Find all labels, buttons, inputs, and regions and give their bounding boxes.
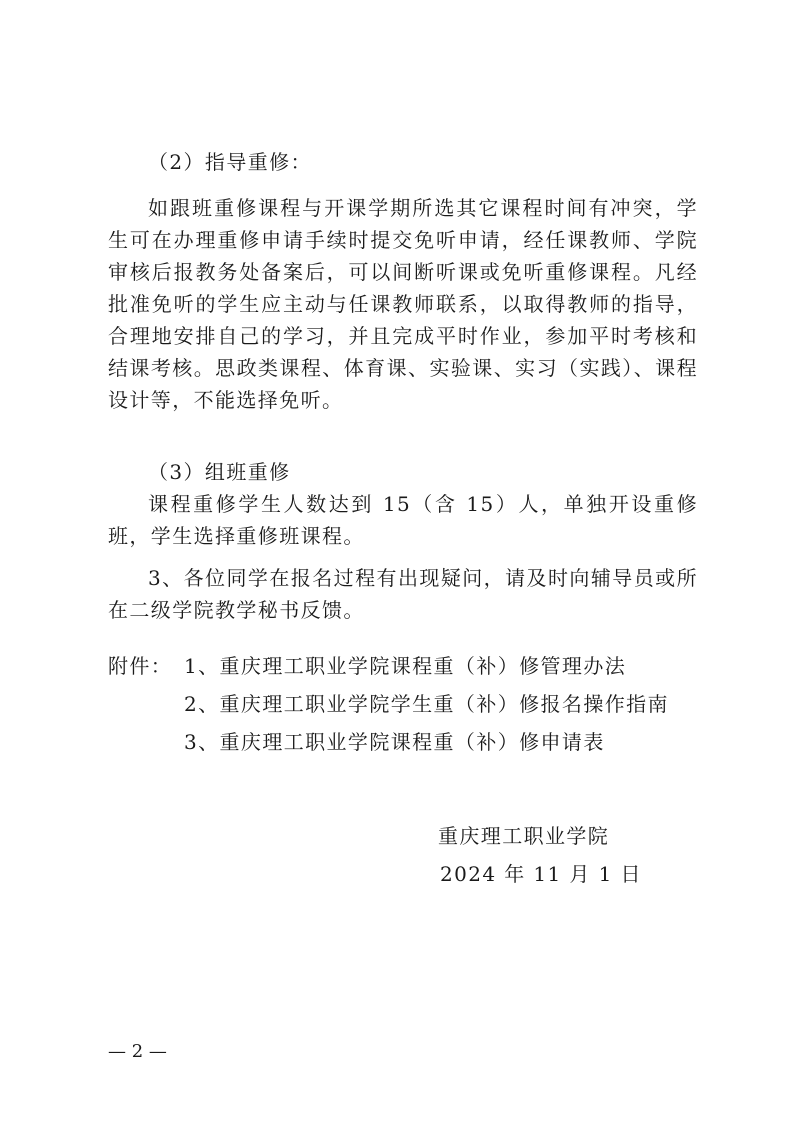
attachment-row-1 [108,650,626,682]
section-heading-class-retake: （3）组班重修 [148,460,291,484]
section-body-class-retake [108,488,698,552]
paragraph-note: 3、各位同学在报名过程有出现疑问，请及时向辅导员或所在二级学院教学秘书反馈。 [108,566,698,622]
attachment-item: 1、重庆理工职业学院课程重（补）修管理办法 [184,654,627,678]
signature-organization: 重庆理工职业学院 [438,824,610,848]
attachments-label: 附件： [108,654,173,678]
paragraph-class-retake: 课程重修学生人数达到 15（含 15）人，单独开设重修班，学生选择重修班课程。 [108,492,698,548]
attachment-item: 2、重庆理工职业学院学生重（补）修报名操作指南 [184,692,669,716]
paragraph-guided-retake: 如跟班重修课程与开课学期所选其它课程时间有冲突，学生可在办理重修申请手续时提交免听申请，经任课教师、学院审核后报教务处备案后，可以间断听课或免听重修课程。凡经批准免听的学生应主动与任课教师联系，以取得教师的指导，合理地安排自己的学习，并且完成平时作业，参加平时考核和结课考核。思政类课程、体育课、实验课、实习（实践）、课程设计等，不能选择免听。 [108,196,698,412]
attachment-row-3 [184,726,605,758]
signature-date: 2024 年 11 月 1 日 [440,862,642,886]
section-body-guided-retake [108,192,698,416]
attachment-item: 3、重庆理工职业学院课程重（补）修申请表 [184,730,605,754]
page-number: — 2 — [108,1041,167,1062]
section-heading-guided-retake: （2）指导重修： [148,150,312,174]
section-body-note [108,562,698,626]
attachment-row-2 [184,688,669,720]
